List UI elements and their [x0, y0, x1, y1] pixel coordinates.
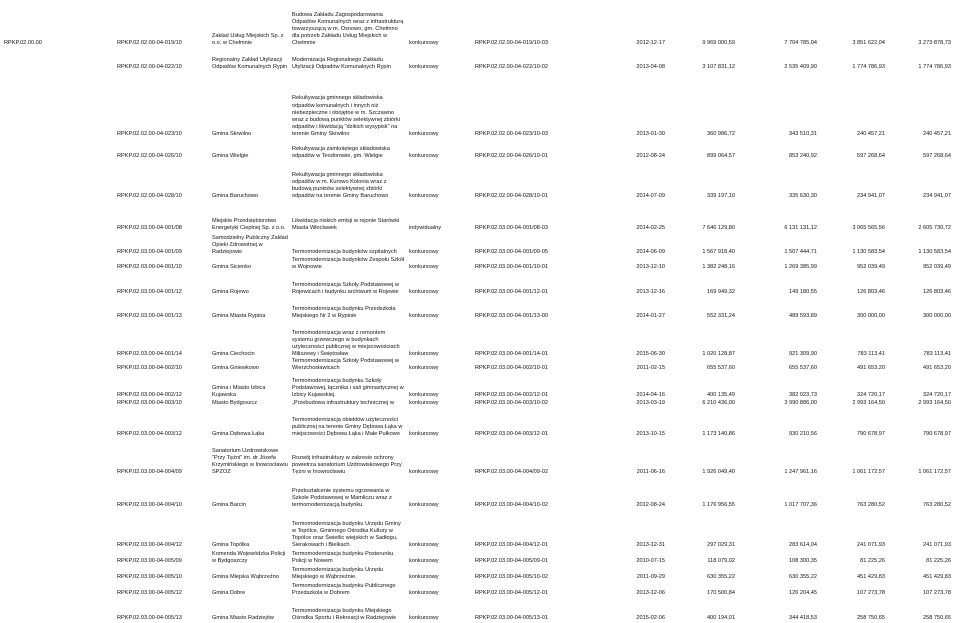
- total-value: 899 064,57: [707, 152, 735, 159]
- eligible-expenses: 344 418,53: [789, 614, 817, 621]
- project-title: Termomodernizacja budynku Miejskiego Ośrodka Sportu i Rekreacji w Radziejowie: [292, 607, 397, 621]
- eu-cofinancing: 451 429,83: [857, 573, 885, 580]
- total-value: 7 646 129,80: [702, 224, 735, 231]
- eligible-expenses: 1 017 707,36: [784, 501, 817, 508]
- table-row: [0, 256, 959, 271]
- beneficiary-name: Gmina Gniewkowo: [212, 364, 259, 371]
- payments-amount: 300 000,00: [923, 312, 951, 319]
- payments-amount: 81 225,26: [926, 557, 951, 564]
- eu-cofinancing: 790 678,97: [857, 430, 885, 437]
- total-value: 1 176 956,55: [702, 501, 735, 508]
- project-number: RPKP.02.03.00-04-004/10: [117, 501, 182, 508]
- eu-cofinancing: 1 061 172,57: [852, 468, 885, 475]
- project-number: RPKP.02.03.00-04-001/09: [117, 248, 182, 255]
- table-row: [0, 138, 959, 160]
- payments-amount: 783 113,41: [923, 350, 951, 357]
- project-title: Termomodernizacja budynku Przedszkola Miejskiego Nr 2 w Rypinie: [292, 305, 396, 319]
- eu-cofinancing: 240 457,21: [857, 130, 885, 137]
- agreement-date: 2010-07-15: [636, 557, 665, 564]
- payments-amount: 1 774 786,93: [918, 63, 951, 70]
- table-row: [0, 320, 959, 358]
- eu-cofinancing: 3 851 622,04: [852, 39, 885, 46]
- table-row: [0, 160, 959, 200]
- selection-mode: konkursowy: [409, 312, 439, 319]
- project-title: Budowa Zakładu Zagospodarowania Odpadów Komunalnych wraz z infrastrukturą towarzyszącą w m. Osnowo, gm. Chełmno dla potrzeb Zakładu Usług Miejskich w Chełmnie: [292, 11, 404, 46]
- beneficiary-name: Sanatorium Uzdrowiskowe "Przy Tężni" im. dr Józefa Krzymińskiego w Inowrocławiu SPZOZ: [212, 447, 288, 475]
- agreement-number: RPKP.02.03.00-04-001/09-05: [475, 248, 548, 255]
- project-number: RPKP.02.02.00-04-023/10: [117, 130, 182, 137]
- table-row: [0, 581, 959, 597]
- payments-amount: 3 273 878,73: [918, 39, 951, 46]
- agreement-date: 2013-03-19: [636, 399, 665, 406]
- table-row: [0, 296, 959, 320]
- total-value: 170 500,84: [707, 589, 735, 596]
- total-value: 297 029,31: [707, 541, 735, 548]
- agreement-number: RPKP.02.02.00-04-028/10-01: [475, 192, 548, 199]
- beneficiary-name: Miejskie Przedsiębiorstwo Energetyki Cieplnej Sp. z o.o.: [212, 217, 286, 231]
- program-code: RPKP.02.00.00: [4, 39, 42, 46]
- project-title: Rekultywacja gminnego składowiska odpadów w m. Kurowo Kolonia wraz z budową punktów selektywnej zbiórki odpadów na terenie Gminy Baruchowo: [292, 171, 389, 199]
- agreement-date: 2014-07-09: [636, 192, 665, 199]
- eligible-expenses: 6 131 131,12: [784, 224, 817, 231]
- agreement-date: 2014-06-09: [636, 248, 665, 255]
- eu-cofinancing: 81 225,26: [860, 557, 885, 564]
- selection-mode: konkursowy: [409, 557, 439, 564]
- eu-cofinancing: 107 273,78: [857, 589, 885, 596]
- total-value: 552 331,24: [707, 312, 735, 319]
- selection-mode: konkursowy: [409, 589, 439, 596]
- eligible-expenses: 382 023,73: [789, 391, 817, 398]
- eu-cofinancing: 300 000,00: [857, 312, 885, 319]
- agreement-date: 2013-12-06: [636, 589, 665, 596]
- selection-mode: konkursowy: [409, 501, 439, 508]
- total-value: 9 969 000,59: [702, 39, 735, 46]
- total-value: 1 173 140,86: [702, 430, 735, 437]
- project-number: RPKP.02.03.00-04-005/09: [117, 557, 182, 564]
- selection-mode: konkursowy: [409, 130, 439, 137]
- selection-mode: konkursowy: [409, 573, 439, 580]
- eligible-expenses: 343 510,31: [789, 130, 817, 137]
- eu-cofinancing: 491 653,20: [857, 364, 885, 371]
- project-number: RPKP.02.02.00-04-019/10: [117, 39, 182, 46]
- project-number: RPKP.02.03.00-04-002/12: [117, 391, 182, 398]
- selection-mode: konkursowy: [409, 614, 439, 621]
- project-title: Termomodernizacja budynku Urzędu Gminy w Topólce, Gminnego Ośrodka Kultury w Topólce oraz Świetlic wiejskich w Sadłogu, Sierakowach i Bielkach.: [292, 520, 401, 548]
- agreement-number: RPKP.02.03.00-04-005/12-01: [475, 589, 548, 596]
- project-title: Termomodernizacja budynków szpitalnych: [292, 248, 397, 255]
- agreement-number: RPKP.02.03.00-04-003/12-01: [475, 430, 548, 437]
- agreement-number: RPKP.02.03.00-04-005/13-01: [475, 614, 548, 621]
- agreement-number: RPKP.02.03.00-04-003/10-02: [475, 399, 548, 406]
- project-number: RPKP.02.02.00-04-026/10: [117, 152, 182, 159]
- payments-amount: 790 678,97: [923, 430, 951, 437]
- eligible-expenses: 149 180,55: [789, 288, 817, 295]
- project-title: Przekształcenie systemu ogrzewania w Szkole Podstawowej w Mamliczu wraz z termomodernizacją budynku.: [292, 487, 392, 508]
- eligible-expenses: 126 204,45: [789, 589, 817, 596]
- eu-cofinancing: 241 071,93: [857, 541, 885, 548]
- payments-amount: 126 803,46: [923, 288, 951, 295]
- table-row: [0, 200, 959, 232]
- selection-mode: konkursowy: [409, 399, 439, 406]
- selection-mode: konkursowy: [409, 288, 439, 295]
- eu-cofinancing: 3 065 565,56: [852, 224, 885, 231]
- total-value: 339 197,10: [707, 192, 735, 199]
- project-number: RPKP.02.03.00-04-001/13: [117, 312, 182, 319]
- eligible-expenses: 1 269 385,99: [784, 263, 817, 270]
- project-number: RPKP.02.03.00-04-002/10: [117, 364, 182, 371]
- total-value: 6 210 436,00: [702, 399, 735, 406]
- agreement-date: 2014-04-16: [636, 391, 665, 398]
- project-number: RPKP.02.03.00-04-005/12: [117, 589, 182, 596]
- beneficiary-name: Miasto Bydgoszcz: [212, 399, 258, 406]
- table-row: [0, 372, 959, 399]
- total-value: 630 355,22: [707, 573, 735, 580]
- beneficiary-name: Gmina Ciechocin: [212, 350, 255, 357]
- total-value: 655 537,60: [707, 364, 735, 371]
- eligible-expenses: 489 593,89: [789, 312, 817, 319]
- eu-cofinancing: 126 803,46: [857, 288, 885, 295]
- eligible-expenses: 283 614,04: [789, 541, 817, 548]
- table-row: [0, 407, 959, 438]
- selection-mode: konkursowy: [409, 152, 439, 159]
- eligible-expenses: 108 300,35: [789, 557, 817, 564]
- agreement-date: 2011-02-15: [636, 364, 665, 371]
- payments-amount: 763 280,52: [923, 501, 951, 508]
- beneficiary-name: Gmina Barcin: [212, 501, 246, 508]
- agreement-number: RPKP.02.02.00-04-023/10-03: [475, 130, 548, 137]
- agreement-number: RPKP.02.02.00-04-022/10-02: [475, 63, 548, 70]
- payments-amount: 952 039,49: [923, 263, 951, 270]
- eu-cofinancing: 2 993 164,50: [852, 399, 885, 406]
- total-value: 169 949,32: [707, 288, 735, 295]
- total-value: 1 926 049,40: [702, 468, 735, 475]
- agreement-number: RPKP.02.02.00-04-019/10-03: [475, 39, 548, 46]
- payments-amount: 451 429,83: [923, 573, 951, 580]
- eligible-expenses: 7 704 785,04: [784, 39, 817, 46]
- beneficiary-name: Gmina Skrwilno: [212, 130, 252, 137]
- eligible-expenses: 3 990 886,00: [784, 399, 817, 406]
- payments-amount: 2 605 730,72: [918, 224, 951, 231]
- beneficiary-name: Gmina i Miasto Izbica Kujawska: [212, 384, 266, 398]
- table-row: [0, 597, 959, 622]
- table-row: [0, 47, 959, 71]
- selection-mode: konkursowy: [409, 541, 439, 548]
- beneficiary-name: Gmina Dębowa Łąka: [212, 430, 265, 437]
- agreement-number: RPKP.02.03.00-04-002/12-01: [475, 391, 548, 398]
- selection-mode: konkursowy: [409, 350, 439, 357]
- agreement-date: 2012-12-17: [636, 39, 665, 46]
- project-title: Termomodernizacja budynków Zespołu Szkół w Wojnowie: [292, 256, 405, 270]
- agreement-date: 2014-01-27: [636, 312, 665, 319]
- beneficiary-name: Regionalny Zakład Utylizacji Odpadów Komunalnych Rypin: [212, 56, 288, 70]
- payments-amount: 241 071,93: [923, 541, 951, 548]
- agreement-number: RPKP.02.03.00-04-001/13-00: [475, 312, 548, 319]
- project-number: RPKP.02.03.00-04-005/10: [117, 573, 182, 580]
- project-title: „Przebudowa infrastruktury technicznej w: [292, 399, 394, 406]
- eligible-expenses: 2 535 409,90: [784, 63, 817, 70]
- agreement-date: 2011-09-29: [636, 573, 665, 580]
- project-number: RPKP.02.03.00-04-001/12: [117, 288, 182, 295]
- total-value: 118 079,02: [707, 557, 735, 564]
- project-title: Termomodernizacja budynku Szkoły Podstawowej, łącznika i sali gimnastycznej w Izbicy Kujawskiej.: [292, 377, 404, 398]
- selection-mode: konkursowy: [409, 430, 439, 437]
- table-row: [0, 271, 959, 296]
- total-value: 1 382 248,16: [702, 263, 735, 270]
- table-row: [0, 0, 959, 47]
- eu-cofinancing: 324 720,17: [857, 391, 885, 398]
- eligible-expenses: 655 537,60: [789, 364, 817, 371]
- eu-cofinancing: 234 941,07: [857, 192, 885, 199]
- selection-mode: konkursowy: [409, 192, 439, 199]
- selection-mode: konkursowy: [409, 39, 439, 46]
- agreement-date: 2013-01-30: [636, 130, 665, 137]
- project-title: Termomodernizacja Szkoły Podstawowej w Wierzchosławicach: [292, 357, 399, 371]
- agreement-number: RPKP.02.03.00-04-001/10-01: [475, 263, 548, 270]
- eligible-expenses: 335 630,30: [789, 192, 817, 199]
- project-title: Termomodernizacja Szkoły Podstawowej w Rojewicach i budynku archiwum w Rojewie: [292, 281, 399, 295]
- agreement-date: 2011-06-16: [636, 468, 665, 475]
- agreement-date: 2013-10-15: [636, 430, 665, 437]
- total-value: 1 567 918,40: [702, 248, 735, 255]
- total-value: 3 107 831,12: [702, 63, 735, 70]
- agreement-number: RPKP.02.02.00-04-026/10-01: [475, 152, 548, 159]
- agreement-date: 2012-08-24: [636, 152, 665, 159]
- project-number: RPKP.02.03.00-04-004/09: [117, 468, 182, 475]
- agreement-date: 2015-06-30: [636, 350, 665, 357]
- agreement-number: RPKP.02.03.00-04-001/08-03: [475, 224, 548, 231]
- beneficiary-name: Gmina Rojewo: [212, 288, 249, 295]
- selection-mode: konkursowy: [409, 263, 439, 270]
- selection-mode: konkursowy: [409, 248, 439, 255]
- agreement-date: 2012-08-24: [636, 501, 665, 508]
- table-row: [0, 549, 959, 565]
- selection-mode: indywidualny: [409, 224, 442, 231]
- beneficiary-name: Komenda Wojewódzka Policji w Bydgoszczy: [212, 550, 286, 564]
- eligible-expenses: 921 309,90: [789, 350, 817, 357]
- table-row: [0, 399, 959, 407]
- agreement-number: RPKP.02.03.00-04-005/10-02: [475, 573, 548, 580]
- eu-cofinancing: 763 280,52: [857, 501, 885, 508]
- project-title: Termomodernizacja budynku Posterunku Policji w Nowem: [292, 550, 394, 564]
- agreement-date: 2013-12-10: [636, 263, 665, 270]
- payments-amount: 1 130 583,54: [918, 248, 951, 255]
- table-row: [0, 71, 959, 138]
- table-row: [0, 438, 959, 476]
- beneficiary-name: Gmina Sicienko: [212, 263, 252, 270]
- project-number: RPKP.02.03.00-04-001/10: [117, 263, 182, 270]
- payments-amount: 240 457,21: [923, 130, 951, 137]
- payments-amount: 1 061 172,57: [918, 468, 951, 475]
- table-row: [0, 509, 959, 549]
- table-row: [0, 232, 959, 256]
- selection-mode: konkursowy: [409, 391, 439, 398]
- project-title: Rekultywacja gminnego składowiska odpadów komunalnych i innych niż niebezpieczne i obojętne w m. Szczawno wraz z budową punktów selektywnej zbiórki odpadów i likwidacją "dzikich wysypisk" na terenie Gminy Skrwilno: [292, 95, 400, 137]
- eu-cofinancing: 258 750,65: [857, 614, 885, 621]
- eu-cofinancing: 1 774 786,93: [852, 63, 885, 70]
- project-title: Modernizacja Regionalnego Zakładu Utylizacji Odpadów Komunalnych Rypin: [292, 56, 391, 70]
- table-row: [0, 358, 959, 372]
- project-title: Likwidacja niskich emisji w rejonie Starówki Miasta Włocławek: [292, 217, 400, 231]
- project-number: RPKP.02.03.00-04-004/12: [117, 541, 182, 548]
- selection-mode: konkursowy: [409, 63, 439, 70]
- agreement-date: 2014-02-25: [636, 224, 665, 231]
- table-row: [0, 565, 959, 581]
- agreement-date: 2013-12-31: [636, 541, 665, 548]
- agreement-number: RPKP.02.03.00-04-001/14-01: [475, 350, 548, 357]
- payments-amount: 234 941,07: [923, 192, 951, 199]
- project-title: Rekultywacja zamkniętego składowiska odpadów w Teodorowie, gm. Wielgie: [292, 145, 390, 159]
- project-title: Rozwój infrastruktury w zakresie ochrony powietrza sanatorium Uzdrowiskowego Przy Tężni w Inowrocławiu: [292, 454, 402, 475]
- payments-amount: 597 268,64: [923, 152, 951, 159]
- project-title: Termomodernizacja obiektów użyteczności publicznej na terenie Gminy Dębowa Łąka w miejscowości Dębowa Łąka i Małe Pułkowo: [292, 416, 403, 437]
- agreement-number: RPKP.02.03.00-04-005/09-01: [475, 557, 548, 564]
- beneficiary-name: Gmina Miejska Wąbrzeźno: [212, 573, 279, 580]
- total-value: 400 135,49: [707, 391, 735, 398]
- eu-cofinancing: 952 039,49: [857, 263, 885, 270]
- agreement-number: RPKP.02.03.00-04-002/10-01: [475, 364, 548, 371]
- total-value: 400 194,01: [707, 614, 735, 621]
- total-value: 1 020 128,87: [702, 350, 735, 357]
- beneficiary-name: Gmina Topólka: [212, 541, 250, 548]
- eligible-expenses: 1 247 961,16: [784, 468, 817, 475]
- beneficiary-name: Zakład Usług Miejskich Sp. z o.o. w Chełmnie: [212, 32, 284, 46]
- total-value: 360 986,72: [707, 130, 735, 137]
- payments-amount: 107 273,78: [923, 589, 951, 596]
- eu-cofinancing: 1 130 583,54: [852, 248, 885, 255]
- agreement-date: 2013-04-08: [636, 63, 665, 70]
- project-title: Termomodernizacja budynku Urzędu Miejskiego w Wąbrzeźnie.: [292, 566, 384, 580]
- beneficiary-name: Samodzielny Publiczny Zakład Opieki Zdrowotnej w Radziejowie: [212, 234, 288, 255]
- selection-mode: konkursowy: [409, 468, 439, 475]
- agreement-number: RPKP.02.03.00-04-004/09-02: [475, 468, 548, 475]
- agreement-number: RPKP.02.03.00-04-004/10-02: [475, 501, 548, 508]
- table-row: [0, 476, 959, 509]
- beneficiary-name: Gmina Wielgie: [212, 152, 249, 159]
- eu-cofinancing: 783 113,41: [857, 350, 885, 357]
- eligible-expenses: 930 210,56: [789, 430, 817, 437]
- agreement-number: RPKP.02.03.00-04-001/12-01: [475, 288, 548, 295]
- project-number: RPKP.02.03.00-04-001/08: [117, 224, 182, 231]
- beneficiary-name: Gmina Miasto Radziejów: [212, 614, 274, 621]
- payments-amount: 258 750,65: [923, 614, 951, 621]
- eligible-expenses: 853 240,92: [789, 152, 817, 159]
- payments-amount: 491 653,20: [923, 364, 951, 371]
- agreement-date: 2015-02-06: [636, 614, 665, 621]
- project-number: RPKP.02.02.00-04-022/10: [117, 63, 182, 70]
- payments-amount: 324 720,17: [923, 391, 951, 398]
- eligible-expenses: 630 355,22: [789, 573, 817, 580]
- project-title: Termomodernizacja wraz z remontem systemu grzewczego w budynkach użyteczności publicznej w miejscowościach Miliszewy i Świętosław: [292, 329, 400, 357]
- project-number: RPKP.02.03.00-04-005/13: [117, 614, 182, 621]
- project-number: RPKP.02.02.00-04-028/10: [117, 192, 182, 199]
- project-number: RPKP.02.03.00-04-001/14: [117, 350, 182, 357]
- eligible-expenses: 1 507 444,71: [784, 248, 817, 255]
- selection-mode: konkursowy: [409, 364, 439, 371]
- beneficiary-name: Gmina Baruchowo: [212, 192, 259, 199]
- agreement-date: 2013-12-16: [636, 288, 665, 295]
- project-title: Termomodernizacja budynku Publicznego Przedszkola w Dobrem: [292, 582, 396, 596]
- beneficiary-name: Gmina Dobre: [212, 589, 246, 596]
- project-number: RPKP.02.03.00-04-003/12: [117, 430, 182, 437]
- beneficiary-name: Gmina Miasta Rypina: [212, 312, 266, 319]
- agreement-number: RPKP.02.03.00-04-004/12-01: [475, 541, 548, 548]
- project-number: RPKP.02.03.00-04-003/10: [117, 399, 182, 406]
- payments-amount: 2 993 164,50: [918, 399, 951, 406]
- eu-cofinancing: 597 268,64: [857, 152, 885, 159]
